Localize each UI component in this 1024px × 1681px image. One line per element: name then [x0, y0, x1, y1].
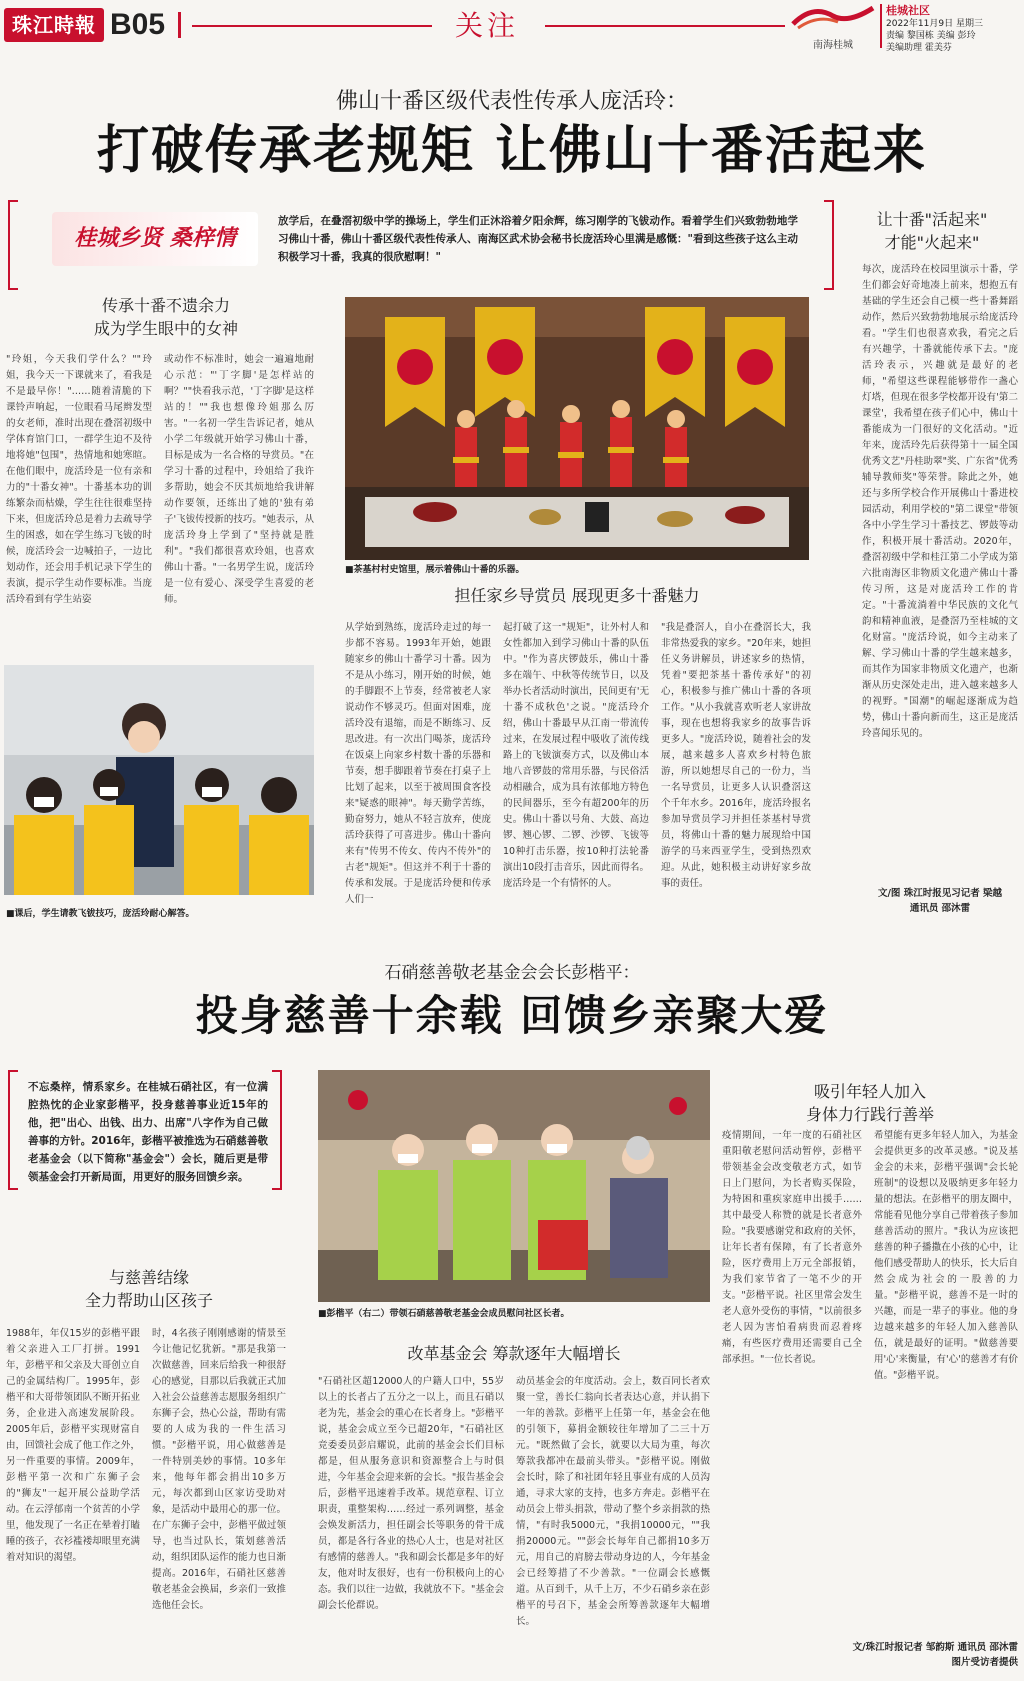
article1-col-mid-a: 从学始到熟练，庞活玲走过的每一步都不容易。1993年开始，她跟随家乡的佛山十番学习十番。因为不是从小练习，刚开始的时候，她的手脚跟不上节奏，经常被老人家说动作不够灵巧。但面对困难，庞活玲没有退缩，而是不断练习、反思改进。有一次出门喝茶，庞活玲在饭桌上向家乡村数十番的乐器和节奏，想手脚跟着节奏在打桌子上比划了起来，以至于被周围食客投来"疑惑的眼神"。每天勤学苦练，勤奋努力，她从不轻言放弃，使庞活玲获得了可喜进步。佛山十番向来有"传男不传女、传内不传外"的古老"规矩"。但这并不利于十番的传承和发展。于是庞活玲便和传承人们一 [345, 622, 491, 905]
page-number: B05 [110, 8, 166, 41]
article2-col-mid-a: "石硝社区超12000人的户籍人口中，55岁以上的长者占了五分之一以上，而且石硝以老为先，基金会的重心在长者身上。"彭楷平说，基金会成立至今已超20年，"石硝社区竞委委员彭启耀说，此前的基金会长们目标都是，但从服务意识和资源整合上与时俱进，今年基金会迎来新的会长。"报告基金会后，彭楷平迅速着手改革。规范章程、订立职责，重整架构……经过一系列调整，基金会焕发新活力，担任副会长等职务的骨干成员，都是各行各业的热心人士，也是对社区有感情的慈善人。"我和副会长都是多年的好友，他对时友很好，也有一份积极向上的心态。我们以往一边做，我就放不下。"基金会副会长伦群说。 [318, 1376, 504, 1611]
article1-col-right: 每次，庞活玲在校园里演示十番，学生们都会好奇地凑上前来，想抱五有基础的学生还会自己模一些十番舞蹈动作，然后兴致勃勃地展示给庞活玲看。"学生们也很喜欢我，看完之后有兴趣学，十番就能传承下去。"庞活玲表示，兴趣就是最好的老师，"希望这些课程能够带作一盏心灯塔，但现在很多学校都开设有'第二课堂'，我希望在孩子们心中，佛山十番能成为一门很好的文化活动。"近年来，庞活玲先后获得第十一届全国优秀文艺"丹桂助翠"奖、广东省"优秀辅导教师奖"等荣誉。除此之外，她还与多所学校合作开展佛山十番进校园活动，利用学校的"第二课堂"带领各中小学生学习十番技艺、锣鼓等动作，积极开展十番活动。2020年，叠滘初级中学和桂江第二小学成为第六批南海区非物质文化遗产佛山十番传习所，这是对庞活玲工作的肯定。"十番流淌着中华民族的文化气韵和精神血液，是叠滘乃至桂城的文化财富。"庞活玲说，如今主动来了解、学习佛山十番的学生越来越多，而其作为国家非物质文化遗产，也渐渐从历史深处走出，进入越来越多人的视野。"国潮"的崛起逐渐成为趋势，佛山十番向新而生，这正是庞活玲喜闻乐见的。 [862, 264, 1018, 739]
article1-col-mid-b: 起打破了这一"规矩"，让外村人和女性都加入到学习佛山十番的队伍中。"作为喜庆锣鼓乐，佛山十番多在端午、中秋等传统节日，以及举办长者活动时演出，民间更有'无十番不成秋色'之说。"庞活玲介绍，佛山十番最早从江南一带流传过来，在发展过程中吸收了流传线路上的飞钹演奏方式，以及佛山本地八音锣鼓的常用乐器，与民俗活动相融合，成为具有浓郁地方特色的民间器乐，至今有超200年的历史。佛山十番以号角、大鼓、高边锣、翘心锣、二锣、沙锣、飞钹等10种打击乐器，按10种打法轮番演出10段打击音乐，因此而得名。庞活玲是一个有情怀的人。 [503, 622, 649, 889]
article2-lead-bracket-right [272, 1070, 282, 1190]
article1-subhead-1-line1: 传承十番不遗余力 [101, 296, 230, 315]
series-banner [52, 212, 258, 266]
column-name: 桂城社区 [886, 4, 930, 17]
city-logo-text: 南海桂城 [813, 40, 853, 51]
wave-logo-icon [788, 2, 878, 32]
article1-subhead-1 [14, 294, 318, 340]
article2-col-left-b: 时，4名孩子刚刚感谢的情景至今让他记忆犹新。"那是我第一次做慈善，回来后给我一种很舒心的感觉，目那以后我就正式加入社会公益慈善志愿服务组织广东狮子会，热心公益，帮助有需要的人成为我的一件生活习惯。"彭楷平说，用心做慈善是一件特别美妙的事情。10多年来，他每年都会捐出10多万元，每次都到山区家访受助对象，是活动中最用心的那一位。在广东狮子会中，彭楷平做过领导，也当过队长，策划慈善活动，组织团队运作的能力也日渐提高。2016年，石硝社区慈善敬老基金会换届，乡亲们一致推选他任会长。 [152, 1328, 286, 1611]
museum-photo-caption: ■茶基村村史馆里，展示着佛山十番的乐器。 [345, 565, 525, 575]
article1-lead: 放学后，在叠滘初级中学的操场上，学生们正沐浴着夕阳余辉，练习刚学的飞钹动作。看着学生们兴致勃勃地学习佛山十番，佛山十番区级代表性传承人、南海区武术协会秘书长庞活玲心里满是感慨："看到这些孩子这么主动积极学习十番，我真的很欣慰啊！" [278, 215, 798, 263]
article1-col-mid-c: "我是叠滘人，自小在叠滘长大，我非常热爱我的家乡。"20年来，她担任义务讲解员，讲述家乡的热情，凭着"要把茶基十番传承好"的初心，积极参与推广佛山十番的各项工作。"从小我就喜欢听老人家讲故事，现在也想将我家乡的故事告诉更多人。"庞活玲说，随着社会的发展，越来越多人喜欢乡村特色旅游，所以她想尽自己的一份力，当一名导赏员，让更多人认识叠滘这个千年水乡。2016年，庞活玲报名参加导赏员学习并担任茶基村导赏员，将佛山十番的魅力展现给中国游学的马来西亚学生，受到热烈欢迎。从此，她积极主动讲好家乡故事的责任。 [661, 622, 811, 889]
charity-scene-image [318, 1070, 710, 1302]
article2-subhead-3-line2: 身体力行践行善举 [805, 1105, 934, 1124]
date-line: 2022年11月9日 星期三 [886, 19, 983, 29]
editor-line: 责编 黎国栋 美编 彭玲 [886, 31, 976, 41]
masthead-rule-left [192, 25, 432, 27]
article1-byline-line2: 通讯员 邵沐雷 [909, 903, 971, 914]
article2-headline: 投身慈善十余载 回馈乡亲聚大爱 [195, 991, 829, 1040]
museum-scene-image [345, 297, 809, 560]
article1-col-left-a: "玲姐，今天我们学什么？""玲姐，我今天一下课就来了，看我是不是最早你！"……随着清脆的下课铃声响起，一位眼看马尾辫发型的女老师，准时出现在叠滘初级中学体育馆门口，一群学生迫不及待地将她"包围"，热情地和她寒暄。在他们眼中，庞活玲是一位有亲和力的"十番女神"。十番基本功的训练繁杂而枯燥，学生往往很难坚持下来，但庞活玲总是着力去疏导学生的困惑，如在学生练习飞钹的时候，庞活玲会一边喊拍子，一边比划动作，还会用手机记录下学生的表演，提示学生动作要标准。当庞活玲看到有学生站姿 [6, 354, 152, 605]
article2-subhead-1 [14, 1266, 284, 1312]
article2-subhead-1-line1: 与慈善结缘 [108, 1268, 189, 1287]
students-scene-image [4, 665, 314, 895]
article2-subhead-3 [722, 1080, 1018, 1126]
article1-byline-line1: 文/图 珠江时报见习记者 梁越 [877, 888, 1003, 899]
article2-col-right-a: 疫情期间，一年一度的石硝社区重阳敬老慰问活动暂停，彭楷平带领基金会改变敬老方式，如节日上门慰问，为长者购买保险，为特困和重疾家庭申出援手……其中最受人称赞的就是长者意外险。"我要感谢党和政府的关怀，让年长者有保障，有了长者意外险，医疗费用上万元全部报销，为我们家节省了一笔不少的开支。"彭楷平说。社区里常会发生老人意外受伤的事情，"以前很多老人因为害怕看病贵而忍着疼痛，有些医疗费用还需要自己全部承担。"一位长者说。 [722, 1130, 862, 1365]
article2-lead-bracket-left [8, 1070, 18, 1190]
students-photo-caption: ■课后，学生请教飞钹技巧，庞活玲耐心解答。 [6, 909, 195, 919]
article2-col-mid-b: 动员基金会的年度活动。会上，数百同长者欢聚一堂，善长仁翁向长者表达心意，并认捐下一年的善款。彭楷平上任第一年，基金会在他的引领下，募捐金额较往年增加了二三十万元。"既然做了会长，就要以大局为重，每次筹款我都冲在最前头带头。"彭楷平说。刚做会长时，除了和社团年轻且事业有成的人员沟通，寻求大家的支持，也多方奔走。彭楷平在动员会上带头捐款，带动了整个乡亲捐款的热情，"有时我5000元，"我捐10000元，""我捐20000元。""彭会长每年自己都捐10多万元，用自己的肩膀去带动身边的人，今年基金会已经筹措了不少善款。"一位副会长感慨道。从百到千，从千上万，不少石硝乡亲在彭楷平的号召下，基金会所筹善款逐年大幅增长。 [516, 1376, 710, 1627]
masthead-rule-right [545, 25, 785, 27]
article1-subhead-1-line2: 成为学生眼中的女神 [93, 319, 238, 338]
article2-lead: 不忘桑梓，情系家乡。在桂城石硝社区，有一位满腔热忱的企业家彭楷平，投身慈善事业近15年的他，把"出心、出钱、出力、出席"八字作为自己做善事的方针。2016年，彭楷平被推选为石硝慈善敬老基金会（以下简称"基金会"）会长，随后更是带领基金会打开新局面，用更好的服务回馈乡亲。 [28, 1081, 268, 1183]
proof-line: 美编助理 霍美芬 [886, 43, 952, 53]
city-logo [788, 2, 878, 51]
article2-col-right-b: 希望能有更多年轻人加入，为基金会提供更多的改革灵感。"说及基金会的未来，彭楷平强调"会长轮班制"的设想以及吸纳更多年轻力量的想法。在彭楷平的朋友圈中，常能看见他分享自己带着孩子参加慈善活动的照片。"我认为应该把慈善的种子播撒在小孩的心中，让他们感受帮助人的快乐，长大后自然会成为社会的一股善的力量。"彭楷平说，慈善不是一时的兴趣，而是一辈子的事业。他的身边越来越多的年轻人加入慈善队伍，就是最好的证明。"做慈善要用'心'来衡量，有'心'的慈善才有价值。"彭楷平说。 [874, 1130, 1018, 1381]
article1-subhead-3-line2: 才能"火起来" [884, 233, 980, 252]
article2-byline [722, 1640, 1018, 1670]
article1-kicker: 佛山十番区级代表性传承人庞活玲： [335, 89, 688, 114]
article1-headline: 打破传承老规矩 让佛山十番活起来 [96, 120, 928, 181]
article1-lead-bracket-right [824, 200, 834, 290]
paper-logo: 珠江時報 [4, 8, 104, 42]
students-photo [4, 665, 314, 895]
masthead-divider-right [880, 4, 882, 48]
masthead [0, 0, 1024, 52]
article1-byline [862, 886, 1018, 916]
article2-subhead-3-line1: 吸引年轻人加入 [813, 1082, 926, 1101]
article1-col-left-b: 或动作不标准时，她会一遍遍地耐心示范："'丁字脚'是怎样站的啊？""快看我示范，'丁字脚'是这样站的！""我也想像玲姐那么厉害。"一名初一学生告诉记者，她从小学二年级就开始学习佛山十番，目标是成为一名合格的导赏员。"在学习十番的过程中，玲姐给了我许多帮助，她会不厌其烦地给我讲解动作要领，还练出了她的'独有弟子'飞钹传授新的技巧。"她表示，从庞活玲身上学到了"坚持就是胜利"。"我们都很喜欢玲姐，也喜欢佛山十番。"一名男学生说，庞活玲是一位有爱心、深受学生喜爱的老师。 [164, 354, 314, 605]
article2-kicker: 石硝慈善敬老基金会会长彭楷平： [384, 963, 640, 983]
series-banner-text: 桂城乡贤 桑梓情 [74, 226, 236, 251]
article2-subhead-1-line2: 全力帮助山区孩子 [84, 1291, 213, 1310]
article1-subhead-3-line1: 让十番"活起来" [876, 210, 988, 229]
section-title: 关注 [454, 9, 519, 42]
museum-photo [345, 297, 809, 560]
article1-lead-bracket-left [8, 200, 18, 290]
article2-byline-line2: 图片受访者提供 [951, 1657, 1018, 1668]
charity-photo-caption: ■彭楷平（右二）带领石硝慈善敬老基金会成员慰问社区长者。 [318, 1309, 570, 1319]
article2-byline-line1: 文/珠江时报记者 邹韵斯 通讯员 邵沐雷 [852, 1642, 1018, 1653]
article1-subhead-2: 担任家乡导赏员 展现更多十番魅力 [454, 586, 700, 605]
article1-subhead-3 [846, 208, 1018, 254]
article2-subhead-2: 改革基金会 筹款逐年大幅增长 [407, 1344, 621, 1363]
article2-col-left-a: 1988年，年仅15岁的彭楷平跟着父亲进入工厂打拼。1991年，彭楷平和父亲及大哥创立自己的金属结构厂。1995年，彭楷平和大哥带领团队不断开拓业务，企业进入高速发展阶段。2005年后，彭楷平实现财富自由，回馈社会成了他工作之外，另一件重要的事情。2009年，彭楷平第一次和广东狮子会的"狮友"一起开展公益助学活动。在云浮郁南一个贫苦的小学里，他发现了一名正在晕着打瞌睡的孩子，衣衫褴褛却眼里充满着对知识的渴望。 [6, 1328, 140, 1563]
masthead-divider-left [178, 12, 181, 38]
charity-photo [318, 1070, 710, 1302]
